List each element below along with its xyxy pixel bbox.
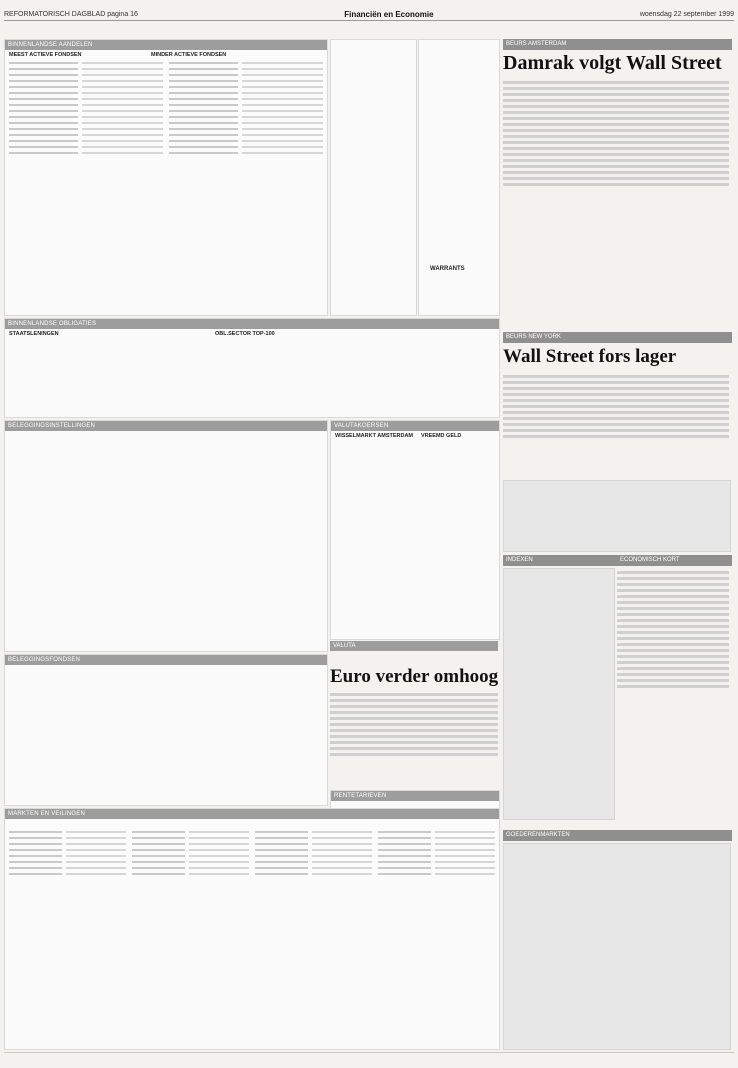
beleggingsinstellingen-section — [4, 420, 328, 652]
valuta-label: VALUTA — [330, 641, 498, 651]
valutakoersen-title: VALUTAKOERSEN — [331, 421, 499, 431]
beleggingsinstellingen-title: BELEGGINGSINSTELLINGEN — [5, 421, 327, 431]
section-title: Financiën en Economie — [344, 9, 434, 19]
minder-actieve-heading: MINDER ACTIEVE FONDSEN — [151, 52, 227, 58]
ny-headline: Wall Street fors lager — [503, 346, 677, 367]
euro-article-body — [330, 690, 498, 780]
aandelen-mid-2 — [418, 39, 500, 316]
warrants-label: WARRANTS — [430, 266, 465, 272]
obligaties-title: BINNENLANDSE OBLIGATIES — [5, 319, 499, 329]
indexen-table — [503, 568, 615, 820]
obl-top-heading: OBL.SECTOR TOP-100 — [215, 331, 275, 337]
beurs-newyork-label: BEURS NEW YORK — [503, 332, 732, 343]
aandelen-col-1 — [9, 60, 163, 311]
euro-headline: Euro verder omhoog — [330, 666, 499, 687]
ny-stock-table — [503, 480, 731, 552]
aandelen-title: BINNENLANDSE AANDELEN — [5, 40, 327, 50]
markten-title: MARKTEN EN VEILINGEN — [5, 809, 499, 819]
aandelen-section — [4, 39, 328, 316]
meest-actieve-heading: MEEST ACTIEVE FONDSEN — [9, 52, 82, 58]
beleggingsfondsen-title: BELEGGINGSFONDSEN — [5, 655, 327, 665]
goederenmarkten-table — [503, 843, 731, 1050]
page-footer-rule — [4, 1052, 734, 1053]
wisselmarkt-heading: WISSELMARKT AMSTERDAM — [335, 433, 414, 439]
markten-section — [4, 808, 500, 1050]
beleggingsfondsen-section — [4, 654, 328, 806]
obligaties-section — [4, 318, 500, 418]
aandelen-mid-1 — [330, 39, 417, 316]
ny-article-body — [503, 372, 729, 472]
header-date: woensdag 22 september 1999 — [639, 10, 734, 18]
aandelen-col-2 — [169, 60, 323, 311]
amsterdam-article-body — [503, 78, 729, 288]
economisch-kort-label: ECONOMISCH KORT — [617, 555, 732, 566]
vreemd-geld-heading: VREEMD GELD — [421, 433, 462, 439]
economisch-kort-body — [617, 568, 729, 808]
rentetarieven-title: RENTETARIEVEN — [331, 791, 499, 801]
beurs-amsterdam-label: BEURS AMSTERDAM — [503, 39, 732, 50]
aandelen-table — [9, 60, 323, 311]
staatsleningen-heading: STAATSLENINGEN — [9, 331, 59, 337]
markten-text-columns — [9, 829, 495, 1045]
valutakoersen-section — [330, 420, 500, 640]
page-header — [4, 8, 734, 21]
amsterdam-headline: Damrak volgt Wall Street — [503, 52, 722, 74]
header-left: REFORMATORISCH DAGBLAD pagina 16 — [4, 10, 138, 18]
goederenmarkten-label: GOEDERENMARKTEN — [503, 830, 732, 841]
indexen-label: INDEXEN — [503, 555, 732, 566]
